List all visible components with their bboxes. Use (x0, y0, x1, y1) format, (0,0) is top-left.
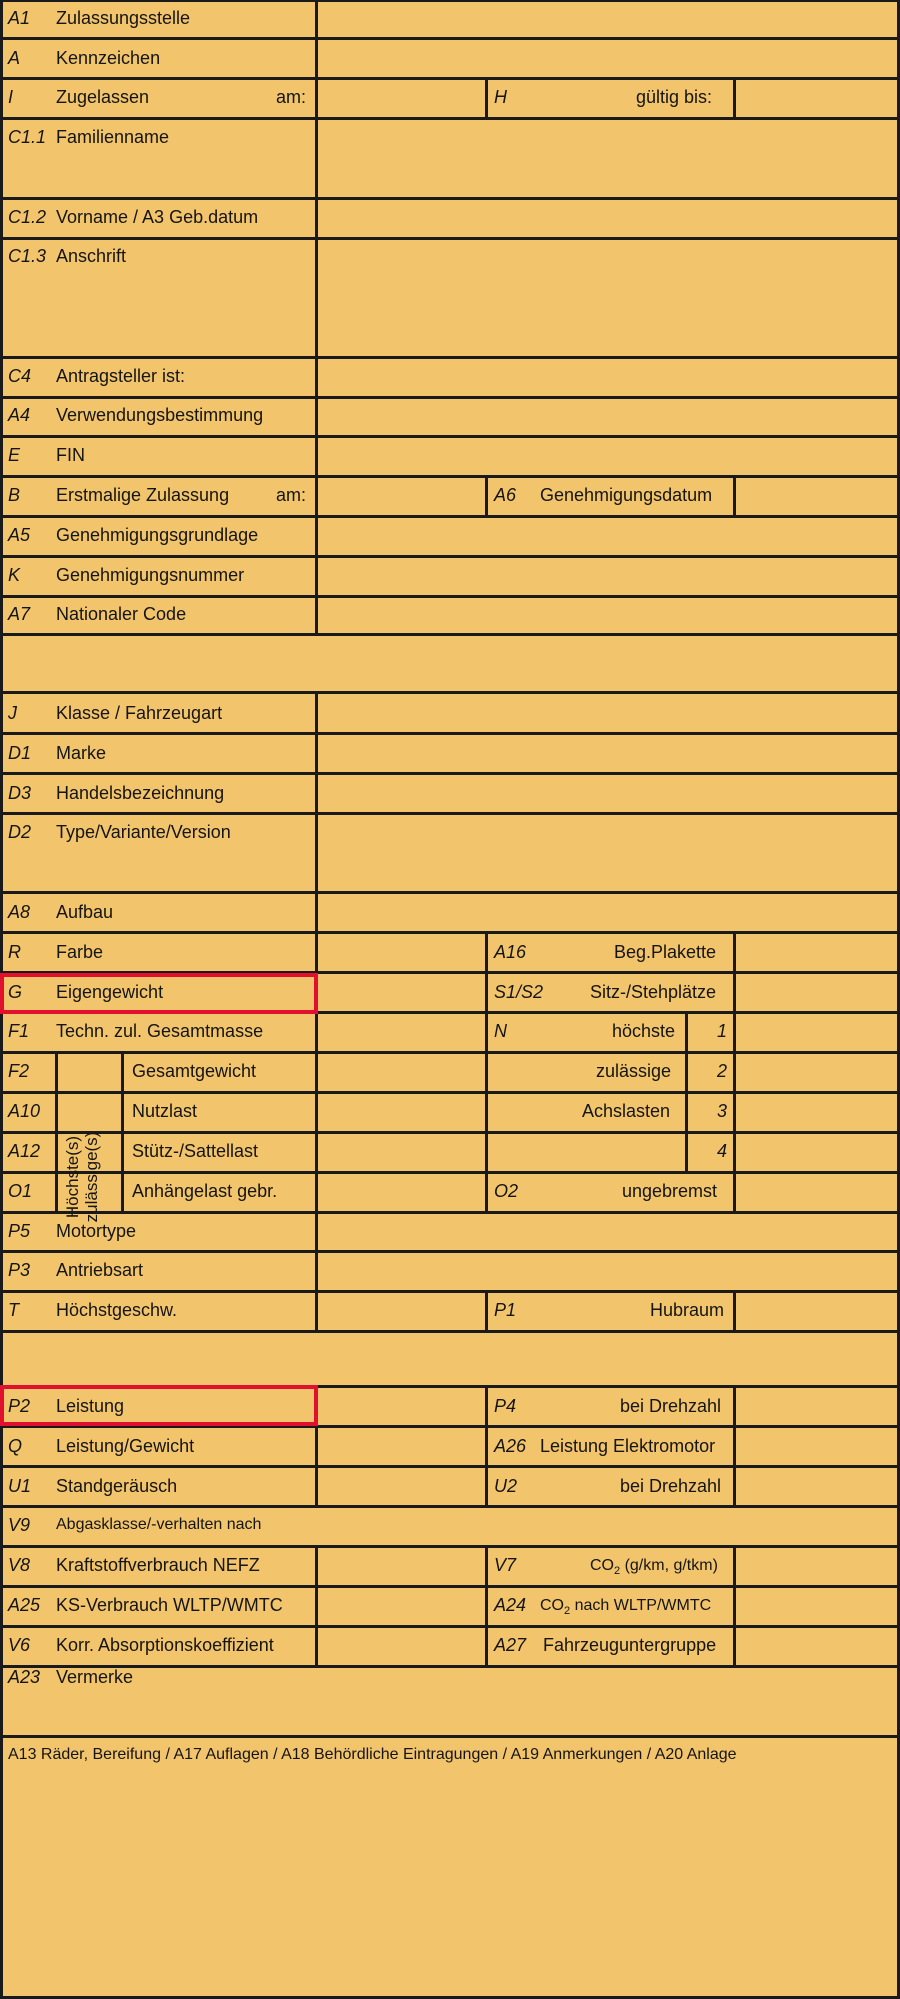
rule-vertical (733, 1291, 736, 1331)
field-label-farbe: Farbe (56, 942, 104, 962)
field-label-erstzulassung: Erstmalige Zulassung (56, 485, 230, 505)
rule-horizontal (0, 1465, 900, 1468)
rule-horizontal (0, 1625, 900, 1628)
field-label-verwendung: Verwendungsbestimmung (56, 405, 264, 425)
field-code: S1/S2 (494, 982, 544, 1002)
rule-vertical (485, 476, 488, 516)
field-code: F2 (8, 1061, 30, 1081)
field-label-type: Type/Variante/Version (56, 822, 231, 842)
axle-number: 4 (717, 1141, 728, 1161)
field-code: T (8, 1300, 19, 1320)
rule-horizontal (0, 475, 900, 478)
field-label-familienname: Familienname (56, 127, 170, 147)
field-label-absorption: Korr. Absorptionskoeffizient (56, 1635, 274, 1655)
field-label-vermerke: Vermerke (56, 1667, 134, 1687)
field-label-antragsteller: Antragsteller ist: (56, 366, 186, 386)
rule-vertical (121, 1052, 124, 1212)
field-code: P1 (494, 1300, 517, 1320)
field-label-hoechste: höchste (612, 1021, 676, 1041)
field-label-plakette: Beg.Plakette (614, 942, 717, 962)
rule-vertical (485, 932, 488, 1212)
rule-horizontal (0, 555, 900, 558)
field-label-anschrift: Anschrift (56, 246, 127, 266)
rule-horizontal (0, 237, 900, 240)
rule-horizontal (0, 77, 900, 80)
field-label-co2-wltp: $CO_2$ nach WLTP/WMTC (540, 1597, 712, 1618)
rule-horizontal (0, 1211, 900, 1214)
field-label-genehmigungsnummer: Genehmigungsnummer (56, 565, 245, 585)
rule-vertical (733, 932, 736, 1012)
rule-vertical (485, 78, 488, 118)
field-label-am: am: (276, 87, 307, 107)
rule-vertical (733, 1546, 736, 1666)
rule-horizontal (0, 1330, 900, 1333)
field-code: A5 (8, 525, 31, 545)
field-code: A6 (494, 485, 517, 505)
field-label-kennzeichen: Kennzeichen (56, 48, 161, 68)
field-label-hubraum: Hubraum (650, 1300, 725, 1320)
field-label-nutzlast: Nutzlast (132, 1101, 198, 1121)
field-code: Q (8, 1436, 23, 1456)
rule-horizontal (0, 1545, 900, 1548)
rule-horizontal (0, 0, 900, 2)
rule-horizontal (0, 691, 900, 694)
axle-number: 1 (717, 1021, 728, 1041)
field-code: G (8, 982, 23, 1002)
field-label-handelsbezeichnung: Handelsbezeichnung (56, 783, 225, 803)
field-label-leistung-gewicht: Leistung/Gewicht (56, 1436, 195, 1456)
field-label-achslasten: Achslasten (582, 1101, 671, 1121)
field-code: R (8, 942, 21, 962)
field-code: A26 (494, 1436, 527, 1456)
field-code: I (8, 87, 14, 107)
field-label-ks-verbrauch: KS-Verbrauch WLTP/WMTC (56, 1595, 283, 1615)
field-label-eigengewicht: Eigengewicht (56, 982, 164, 1002)
field-code: A1 (8, 8, 31, 28)
field-label-anhaengelast: Anhängelast gebr. (132, 1181, 278, 1201)
field-label-genehmigungsgrundlage: Genehmigungsgrundlage (56, 525, 259, 545)
field-label-zugelassen: Zugelassen (56, 87, 150, 107)
rule-vertical (485, 1546, 488, 1666)
field-code: O2 (494, 1181, 519, 1201)
field-label-gueltig-bis: gültig bis: (636, 87, 713, 107)
rule-horizontal (0, 1585, 900, 1588)
rule-vertical (485, 1291, 488, 1331)
rule-horizontal (0, 1505, 900, 1508)
highlight-leistung (0, 1385, 318, 1426)
field-label-leistung: Leistung (56, 1396, 125, 1416)
field-code: U1 (8, 1476, 32, 1496)
field-code: A23 (8, 1667, 41, 1687)
field-code: O1 (8, 1181, 33, 1201)
rule-horizontal (0, 595, 900, 598)
rule-vertical (733, 476, 736, 516)
field-code: A8 (8, 902, 31, 922)
field-code: C4 (8, 366, 32, 386)
field-label-aufbau: Aufbau (56, 902, 114, 922)
rule-vertical (733, 1012, 736, 1172)
axle-number: 3 (717, 1101, 728, 1121)
rule-horizontal (734, 1051, 900, 1054)
rule-horizontal (0, 931, 900, 934)
field-code: V6 (8, 1635, 31, 1655)
axle-number: 2 (717, 1061, 728, 1081)
rule-horizontal (0, 732, 900, 735)
field-label-motortype: Motortype (56, 1221, 137, 1241)
field-code: A16 (494, 942, 527, 962)
field-code: A10 (8, 1101, 41, 1121)
field-code: P2 (8, 1396, 31, 1416)
field-code: H (494, 87, 507, 107)
field-code: D3 (8, 783, 32, 803)
rule-horizontal (0, 633, 900, 636)
rule-horizontal (0, 772, 900, 775)
field-label-kraftstoffverbrauch: Kraftstoffverbrauch NEFZ (56, 1555, 260, 1575)
field-code: P5 (8, 1221, 31, 1241)
field-code: C1.3 (8, 246, 47, 266)
field-label-antriebsart: Antriebsart (56, 1260, 144, 1280)
rule-horizontal (734, 1091, 900, 1094)
field-code: P3 (8, 1260, 31, 1280)
rule-horizontal (0, 1665, 900, 1668)
rule-vertical (733, 78, 736, 118)
rule-vertical (315, 0, 318, 634)
rule-vertical (733, 1172, 736, 1212)
field-label-co2: $CO_2$ (g/km, g/tkm) (590, 1557, 718, 1578)
rule-horizontal (0, 1250, 900, 1253)
rule-horizontal (0, 812, 900, 815)
field-label-gesamtmasse: Techn. zul. Gesamtmasse (56, 1021, 264, 1041)
field-label-zulassungsstelle: Zulassungsstelle (56, 8, 191, 28)
field-code: N (494, 1021, 507, 1041)
field-code: J (8, 703, 17, 723)
field-code: A27 (494, 1635, 527, 1655)
field-label-klasse: Klasse / Fahrzeugart (56, 703, 223, 723)
field-code: P4 (494, 1396, 517, 1416)
field-label-genehmigungsdatum: Genehmigungsdatum (540, 485, 713, 505)
rule-horizontal (0, 117, 900, 120)
field-code: B (8, 485, 21, 505)
field-label-untergruppe: Fahrzeuguntergruppe (543, 1635, 717, 1655)
field-label-abgasklasse: Abgasklasse/-verhalten nach (56, 1516, 262, 1533)
rule-horizontal (734, 1131, 900, 1134)
field-code: A12 (8, 1141, 41, 1161)
footer-remarks-label: A13 Räder, Bereifung / A17 Auflagen / A18 Behördliche Eintragungen / A19 Anmerkungen / A20 Anlage (8, 1746, 737, 1763)
field-label-standgeraeusch: Standgeräusch (56, 1476, 178, 1496)
rule-vertical (55, 1052, 58, 1212)
rule-vertical (485, 1386, 488, 1506)
field-label-am: am: (276, 485, 307, 505)
rule-horizontal (0, 1735, 900, 1738)
field-code: V9 (8, 1515, 31, 1535)
field-label-ungebremst: ungebremst (622, 1181, 718, 1201)
field-code: V8 (8, 1555, 31, 1575)
field-code: K (8, 565, 21, 585)
field-label-sitzplaetze: Sitz-/Stehplätze (590, 982, 717, 1002)
rule-horizontal (0, 1171, 900, 1174)
field-label-stuetzlast: Stütz-/Sattellast (132, 1141, 259, 1161)
field-label-nationaler-code: Nationaler Code (56, 604, 187, 624)
rule-horizontal (0, 356, 900, 359)
field-code: V7 (494, 1555, 517, 1575)
field-label-vorname: Vorname / A3 Geb.datum (56, 207, 259, 227)
field-code: F1 (8, 1021, 30, 1041)
rule-vertical (733, 1386, 736, 1506)
field-label-zulaessige: zulässige (596, 1061, 672, 1081)
bracket-label-hoechste-zulaessige: Höchste(s) zulässige(s) (63, 1131, 101, 1223)
field-label-gesamtgewicht: Gesamtgewicht (132, 1061, 257, 1081)
field-code: A (8, 48, 21, 68)
field-label-marke: Marke (56, 743, 107, 763)
field-code: D1 (8, 743, 32, 763)
rule-horizontal (0, 515, 900, 518)
field-label-hoechstgeschw: Höchstgeschw. (56, 1300, 178, 1320)
field-code: A7 (8, 604, 31, 624)
rule-vertical (315, 1546, 318, 1666)
field-code: C1.2 (8, 207, 47, 227)
field-code: A24 (494, 1595, 527, 1615)
field-code: D2 (8, 822, 32, 842)
field-code: U2 (494, 1476, 518, 1496)
field-code: A25 (8, 1595, 41, 1615)
rule-horizontal (0, 37, 900, 40)
field-label-bei-drehzahl: bei Drehzahl (620, 1396, 722, 1416)
field-code: C1.1 (8, 127, 47, 147)
field-label-elektromotor: Leistung Elektromotor (540, 1436, 716, 1456)
rule-horizontal (0, 197, 900, 200)
rule-horizontal (0, 891, 900, 894)
field-code: E (8, 445, 21, 465)
field-code: A4 (8, 405, 31, 425)
rule-horizontal (0, 435, 900, 438)
rule-vertical (685, 1012, 688, 1172)
rule-horizontal (0, 396, 900, 399)
field-label-fin: FIN (56, 445, 85, 465)
rule-horizontal (0, 1290, 900, 1293)
field-label-bei-drehzahl: bei Drehzahl (620, 1476, 722, 1496)
